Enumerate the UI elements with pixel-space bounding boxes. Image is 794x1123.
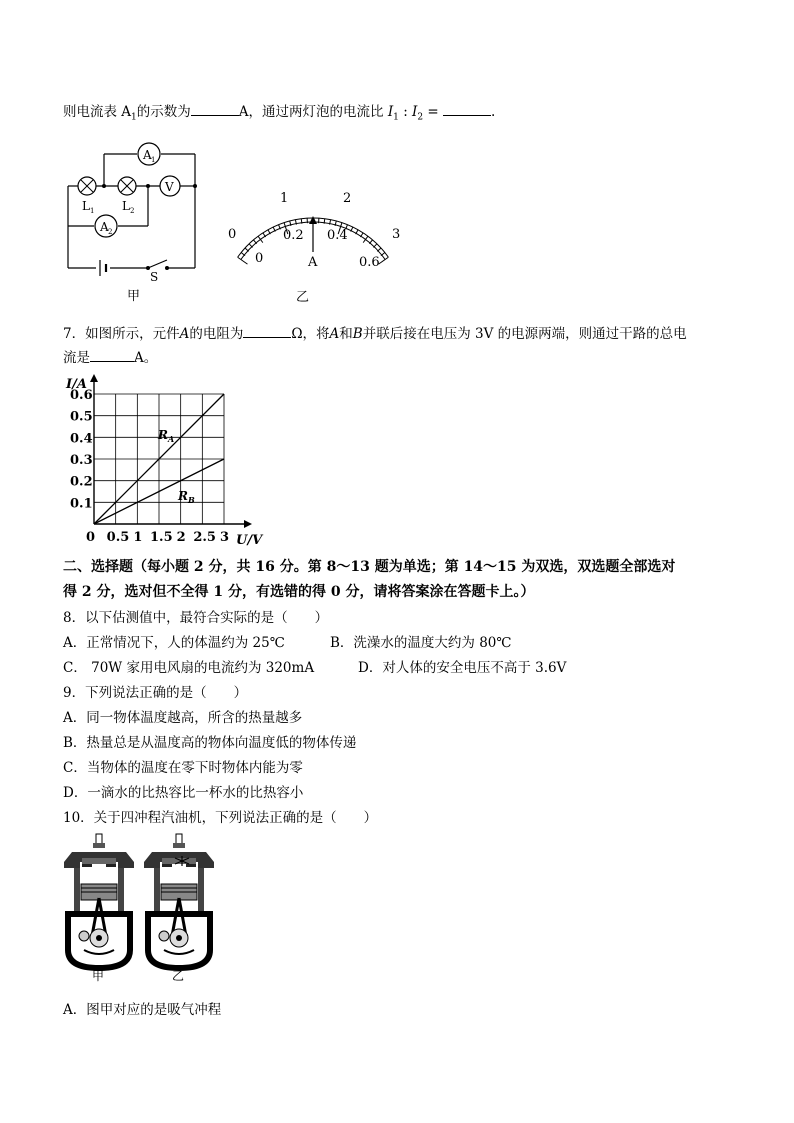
engine-jia-icon: [64, 834, 134, 968]
caption-jia: 甲: [92, 969, 105, 982]
ammeter-dial: [225, 180, 410, 305]
series-label-rb: $R_B$: [178, 489, 195, 505]
answer-blank[interactable]: [243, 336, 291, 338]
x-axis-arrow: [244, 520, 252, 528]
q9-option-a[interactable]: A．同一物体温度越高，所含的热量越多: [63, 710, 303, 726]
figure-caption-jia: 甲: [127, 289, 141, 304]
svg-text:2: 2: [108, 228, 113, 236]
answer-blank[interactable]: [90, 360, 134, 362]
dial-tick: [373, 244, 376, 248]
lamp-l1-icon: [78, 177, 96, 215]
series-label-ra: $R_A$: [158, 428, 175, 444]
dial-tick: [238, 257, 248, 264]
svg-text:A: A: [143, 148, 152, 162]
answer-blank[interactable]: [443, 114, 491, 116]
question10-stem: 10．关于四冲程汽油机，下列说法正确的是（ ）: [63, 810, 378, 826]
question8-stem: 8．以下估测值中，最符合实际的是（ ）: [63, 610, 329, 626]
question9-stem: 9．下列说法正确的是（ ）: [63, 685, 248, 701]
q9-option-c[interactable]: C．当物体的温度在零下时物体内能为零: [63, 760, 303, 776]
engine-yi-icon: [144, 834, 214, 968]
question7-line1: 7．如图所示，元件A的电阻为 Ω，将A和B并联后接在电压为 3V 的电源两端，则通过干路的总电: [63, 326, 687, 342]
dial-tick: [377, 248, 381, 251]
q8-option-b[interactable]: B．洗澡水的温度大约为 80℃: [330, 635, 512, 651]
iu-chart: [62, 372, 272, 548]
svg-text:2: 2: [130, 207, 135, 215]
voltmeter-icon: [160, 176, 180, 196]
x-tick-label: 3: [220, 530, 230, 545]
q8-option-d[interactable]: D．对人体的安全电压不高于 3.6V: [358, 660, 567, 676]
y-tick-label: 0.1: [70, 496, 93, 512]
dial-bottom-label: 0.2: [283, 228, 304, 243]
dial-bottom-label: 0: [255, 251, 264, 266]
x-tick-label: 1.5: [150, 530, 173, 545]
question6-tail: 则电流表 $A_1$的示数为 A，通过两灯泡的电流比 $I_1$ : $I_2$ = .: [63, 104, 496, 123]
dial-pointer-label: A: [308, 255, 318, 270]
q8-option-a[interactable]: A．正常情况下，人的体温约为 25℃: [63, 635, 285, 651]
y-tick-label: 0.5: [70, 409, 93, 425]
question7-line2: 流是 A。: [63, 350, 158, 366]
dial-tick: [363, 236, 368, 242]
answer-blank[interactable]: [191, 114, 239, 116]
svg-text:1: 1: [151, 156, 156, 164]
x-tick-label: 2: [176, 530, 186, 545]
y-axis-label: I/A: [66, 377, 87, 392]
svg-text:1: 1: [90, 207, 95, 215]
dial-top-label: 2: [343, 191, 352, 206]
dial-tick: [301, 219, 302, 224]
svg-text:V: V: [165, 180, 174, 194]
dial-top-label: 0: [228, 227, 237, 242]
dial-bottom-label: 0.4: [327, 228, 348, 243]
figure-caption-yi: 乙: [296, 290, 310, 305]
q9-option-b[interactable]: B．热量总是从温度高的物体向温度低的物体传递: [63, 735, 357, 751]
ammeter-a1-icon: [138, 143, 160, 165]
x-tick-label: 2.5: [193, 530, 216, 545]
circuit-diagram: [62, 138, 207, 308]
y-tick-label: 0.3: [70, 453, 93, 468]
y-axis-arrow: [90, 374, 98, 382]
y-tick-label: 0.4: [70, 431, 93, 447]
q9-option-d[interactable]: D．一滴水的比热容比一杯水的比热容小: [63, 785, 304, 801]
caption-yi: 乙: [172, 969, 185, 982]
q10-option-a[interactable]: A．图甲对应的是吸气冲程: [63, 1002, 222, 1018]
ammeter-a2-icon: [95, 215, 117, 237]
lamp-l2-icon: [118, 177, 136, 215]
x-tick-label: 1: [133, 530, 143, 545]
x-axis-label: U/V: [236, 533, 263, 548]
section2-heading-line1: 二、选择题（每小题 2 分，共 16 分。第 8～13 题为单选；第 14～15 为双选，双选题全部选对: [63, 559, 676, 575]
dial-top-label: 1: [280, 191, 289, 206]
dial-tick: [379, 257, 389, 264]
q8-option-c[interactable]: C． 70W 家用电风扇的电流约为 320mA: [63, 660, 315, 676]
x-tick-label: 0.5: [106, 530, 130, 545]
svg-text:L: L: [82, 199, 90, 213]
dial-tick: [249, 244, 252, 248]
svg-text:A: A: [100, 220, 109, 234]
x-tick-label: 0: [86, 530, 96, 545]
engine-diagrams: [62, 832, 222, 982]
dial-bottom-label: 0.6: [359, 255, 380, 270]
switch-label: S: [150, 270, 159, 284]
svg-text:L: L: [122, 199, 130, 213]
dial-tick: [324, 219, 325, 224]
section2-heading-line2: 得 2 分，选对但不全得 1 分，有选错的得 0 分，请将答案涂在答题卡上。）: [63, 584, 535, 600]
dial-tick: [258, 236, 263, 242]
dial-tick: [245, 248, 249, 251]
dial-top-label: 3: [392, 227, 401, 242]
y-tick-label: 0.2: [70, 474, 93, 490]
y-tick-label: 0.6: [70, 388, 93, 403]
